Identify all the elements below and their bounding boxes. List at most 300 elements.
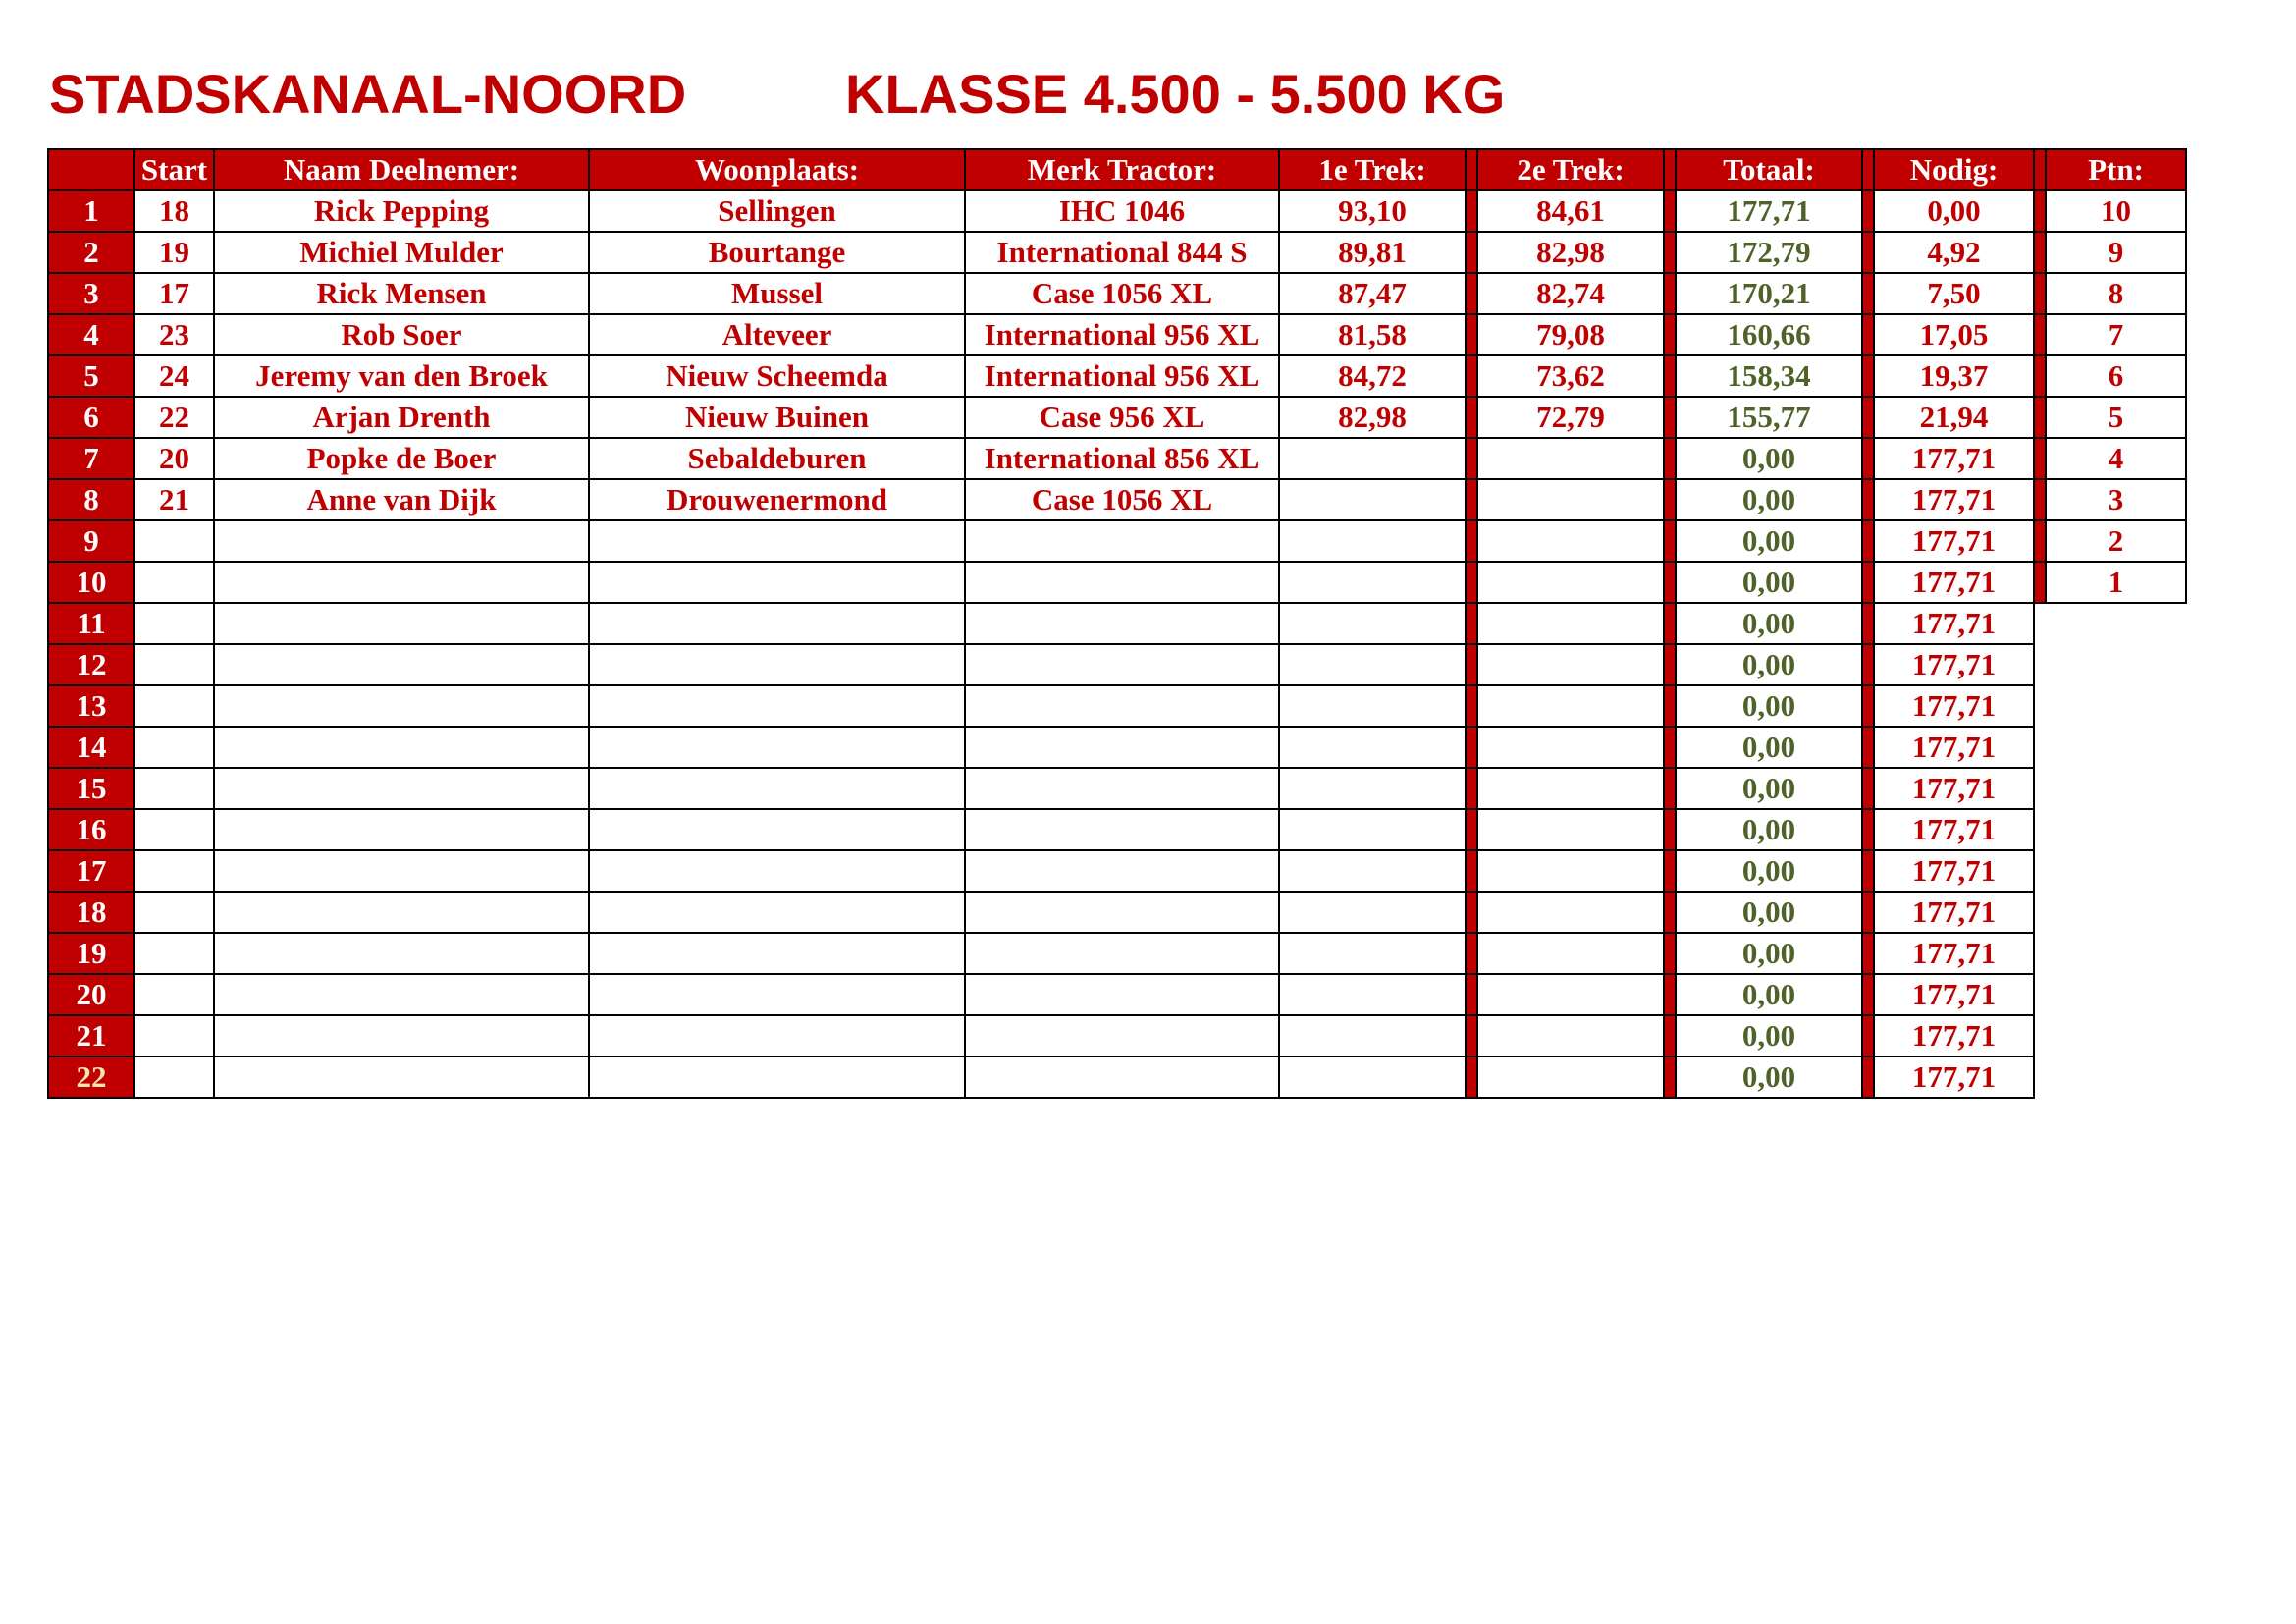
cell-rank: 3 — [48, 273, 134, 314]
column-separator — [2034, 273, 2046, 314]
cell-pull2 — [1477, 850, 1664, 892]
cell-place: Sebaldeburen — [589, 438, 965, 479]
column-separator — [1862, 727, 1874, 768]
column-separator — [1664, 438, 1676, 479]
cell-start — [134, 727, 214, 768]
cell-pull1 — [1279, 809, 1466, 850]
column-separator — [1466, 685, 1477, 727]
table-row — [48, 685, 2186, 727]
cell-start — [134, 562, 214, 603]
cell-pull1: 89,81 — [1279, 232, 1466, 273]
column-separator — [1466, 520, 1477, 562]
cell-start — [134, 892, 214, 933]
cell-pull2 — [1477, 933, 1664, 974]
column-separator — [2034, 768, 2046, 809]
cell-pull1: 87,47 — [1279, 273, 1466, 314]
cell-pull2 — [1477, 809, 1664, 850]
cell-start: 17 — [134, 273, 214, 314]
column-separator — [2034, 892, 2046, 933]
column-separator — [1664, 685, 1676, 727]
cell-start — [134, 850, 214, 892]
column-separator — [1466, 562, 1477, 603]
cell-rank: 9 — [48, 520, 134, 562]
header-pull2: 2e Trek: — [1477, 149, 1664, 190]
column-separator — [2034, 850, 2046, 892]
cell-start — [134, 685, 214, 727]
column-separator — [2034, 190, 2046, 232]
column-separator — [2034, 1056, 2046, 1098]
cell-name — [214, 768, 589, 809]
cell-total: 158,34 — [1676, 355, 1862, 397]
cell-start: 20 — [134, 438, 214, 479]
table-row — [48, 520, 2186, 562]
column-separator — [1862, 1056, 1874, 1098]
column-separator — [2034, 562, 2046, 603]
table-row — [48, 397, 2186, 438]
cell-pull2: 82,74 — [1477, 273, 1664, 314]
cell-tractor — [965, 727, 1279, 768]
column-separator — [1466, 438, 1477, 479]
cell-points — [2046, 603, 2186, 644]
cell-pull1 — [1279, 685, 1466, 727]
cell-total: 160,66 — [1676, 314, 1862, 355]
cell-needed: 177,71 — [1874, 562, 2034, 603]
column-separator — [1664, 314, 1676, 355]
cell-pull2 — [1477, 685, 1664, 727]
cell-total: 0,00 — [1676, 892, 1862, 933]
column-separator — [1862, 809, 1874, 850]
column-separator — [1862, 974, 1874, 1015]
column-separator — [1862, 850, 1874, 892]
header-total: Totaal: — [1676, 149, 1862, 190]
cell-pull1 — [1279, 768, 1466, 809]
cell-rank: 10 — [48, 562, 134, 603]
cell-tractor: Case 1056 XL — [965, 479, 1279, 520]
cell-pull1 — [1279, 727, 1466, 768]
cell-needed: 0,00 — [1874, 190, 2034, 232]
table-row — [48, 355, 2186, 397]
cell-pull1 — [1279, 644, 1466, 685]
cell-total: 0,00 — [1676, 479, 1862, 520]
table-row — [48, 603, 2186, 644]
column-separator — [1466, 314, 1477, 355]
column-separator — [2034, 314, 2046, 355]
cell-pull1 — [1279, 850, 1466, 892]
column-separator — [1466, 397, 1477, 438]
cell-pull2 — [1477, 892, 1664, 933]
column-separator — [1862, 149, 1874, 190]
table-row — [48, 232, 2186, 273]
cell-name — [214, 1015, 589, 1056]
cell-points — [2046, 974, 2186, 1015]
cell-rank: 14 — [48, 727, 134, 768]
cell-pull1 — [1279, 933, 1466, 974]
cell-place — [589, 850, 965, 892]
column-separator — [1466, 809, 1477, 850]
cell-start: 24 — [134, 355, 214, 397]
cell-points — [2046, 809, 2186, 850]
column-separator — [2034, 644, 2046, 685]
cell-needed: 4,92 — [1874, 232, 2034, 273]
cell-place — [589, 520, 965, 562]
cell-pull1 — [1279, 520, 1466, 562]
cell-points: 3 — [2046, 479, 2186, 520]
column-separator — [1466, 727, 1477, 768]
cell-pull1 — [1279, 892, 1466, 933]
class-title: KLASSE 4.500 - 5.500 KG — [845, 63, 1506, 125]
cell-points — [2046, 768, 2186, 809]
cell-place — [589, 1015, 965, 1056]
cell-points — [2046, 685, 2186, 727]
table-row — [48, 190, 2186, 232]
column-separator — [1466, 232, 1477, 273]
column-separator — [2034, 603, 2046, 644]
cell-place: Sellingen — [589, 190, 965, 232]
column-separator — [1664, 768, 1676, 809]
column-separator — [2034, 809, 2046, 850]
cell-tractor: Case 956 XL — [965, 397, 1279, 438]
cell-total: 0,00 — [1676, 685, 1862, 727]
column-separator — [1862, 232, 1874, 273]
cell-tractor: International 956 XL — [965, 314, 1279, 355]
cell-rank: 13 — [48, 685, 134, 727]
cell-rank: 16 — [48, 809, 134, 850]
column-separator — [1862, 438, 1874, 479]
column-separator — [1664, 809, 1676, 850]
cell-place — [589, 727, 965, 768]
cell-needed: 177,71 — [1874, 685, 2034, 727]
column-separator — [1664, 1015, 1676, 1056]
cell-name — [214, 727, 589, 768]
column-separator — [1466, 355, 1477, 397]
cell-rank: 5 — [48, 355, 134, 397]
cell-rank: 19 — [48, 933, 134, 974]
column-separator — [1466, 603, 1477, 644]
column-separator — [1664, 933, 1676, 974]
cell-total: 0,00 — [1676, 974, 1862, 1015]
cell-pull2 — [1477, 520, 1664, 562]
cell-name — [214, 520, 589, 562]
column-separator — [1862, 273, 1874, 314]
column-separator — [1466, 1015, 1477, 1056]
cell-needed: 21,94 — [1874, 397, 2034, 438]
header-needed: Nodig: — [1874, 149, 2034, 190]
cell-rank: 8 — [48, 479, 134, 520]
cell-pull1 — [1279, 603, 1466, 644]
cell-needed: 177,71 — [1874, 809, 2034, 850]
table-row — [48, 850, 2186, 892]
table-row — [48, 314, 2186, 355]
cell-rank: 21 — [48, 1015, 134, 1056]
column-separator — [1664, 520, 1676, 562]
column-separator — [1862, 190, 1874, 232]
column-separator — [1862, 933, 1874, 974]
column-separator — [1664, 644, 1676, 685]
cell-total: 177,71 — [1676, 190, 1862, 232]
cell-place — [589, 974, 965, 1015]
cell-pull2 — [1477, 974, 1664, 1015]
column-separator — [1466, 768, 1477, 809]
table-row — [48, 768, 2186, 809]
column-separator — [1664, 355, 1676, 397]
cell-start — [134, 1056, 214, 1098]
cell-needed: 177,71 — [1874, 520, 2034, 562]
cell-name — [214, 974, 589, 1015]
cell-total: 0,00 — [1676, 1015, 1862, 1056]
cell-pull2: 79,08 — [1477, 314, 1664, 355]
cell-points: 1 — [2046, 562, 2186, 603]
column-separator — [1466, 933, 1477, 974]
column-separator — [1862, 479, 1874, 520]
cell-pull2 — [1477, 1056, 1664, 1098]
cell-points — [2046, 892, 2186, 933]
cell-start — [134, 974, 214, 1015]
cell-tractor: International 844 S — [965, 232, 1279, 273]
cell-needed: 177,71 — [1874, 768, 2034, 809]
cell-total: 0,00 — [1676, 1056, 1862, 1098]
cell-tractor — [965, 1056, 1279, 1098]
column-separator — [1862, 1015, 1874, 1056]
cell-tractor — [965, 603, 1279, 644]
cell-total: 155,77 — [1676, 397, 1862, 438]
cell-name — [214, 603, 589, 644]
results-table — [47, 148, 2187, 1099]
cell-total: 0,00 — [1676, 727, 1862, 768]
cell-tractor: International 956 XL — [965, 355, 1279, 397]
cell-start — [134, 933, 214, 974]
cell-tractor — [965, 850, 1279, 892]
cell-rank: 6 — [48, 397, 134, 438]
cell-name — [214, 1056, 589, 1098]
cell-name — [214, 685, 589, 727]
cell-total: 0,00 — [1676, 520, 1862, 562]
cell-place: Alteveer — [589, 314, 965, 355]
cell-tractor: International 856 XL — [965, 438, 1279, 479]
column-separator — [1664, 397, 1676, 438]
cell-start — [134, 809, 214, 850]
cell-total: 0,00 — [1676, 768, 1862, 809]
cell-needed: 177,71 — [1874, 933, 2034, 974]
cell-rank: 18 — [48, 892, 134, 933]
cell-rank: 2 — [48, 232, 134, 273]
column-separator — [1862, 397, 1874, 438]
column-separator — [2034, 933, 2046, 974]
column-separator — [1862, 644, 1874, 685]
header-tractor: Merk Tractor: — [965, 149, 1279, 190]
column-separator — [2034, 974, 2046, 1015]
header-pull1: 1e Trek: — [1279, 149, 1466, 190]
column-separator — [2034, 438, 2046, 479]
header-name: Naam Deelnemer: — [214, 149, 589, 190]
cell-pull2 — [1477, 479, 1664, 520]
table-row — [48, 933, 2186, 974]
column-separator — [1466, 479, 1477, 520]
cell-points — [2046, 727, 2186, 768]
cell-place — [589, 1056, 965, 1098]
table-row — [48, 438, 2186, 479]
cell-tractor — [965, 644, 1279, 685]
column-separator — [2034, 479, 2046, 520]
cell-start: 22 — [134, 397, 214, 438]
cell-start — [134, 520, 214, 562]
cell-needed: 177,71 — [1874, 603, 2034, 644]
cell-total: 172,79 — [1676, 232, 1862, 273]
cell-pull2 — [1477, 1015, 1664, 1056]
cell-points: 7 — [2046, 314, 2186, 355]
cell-place: Drouwenermond — [589, 479, 965, 520]
cell-points: 5 — [2046, 397, 2186, 438]
cell-place — [589, 892, 965, 933]
cell-pull1 — [1279, 1056, 1466, 1098]
column-separator — [1466, 974, 1477, 1015]
cell-points — [2046, 644, 2186, 685]
cell-needed: 17,05 — [1874, 314, 2034, 355]
cell-points: 9 — [2046, 232, 2186, 273]
cell-start — [134, 768, 214, 809]
cell-pull1 — [1279, 974, 1466, 1015]
cell-pull2 — [1477, 727, 1664, 768]
cell-needed: 177,71 — [1874, 644, 2034, 685]
cell-pull2: 82,98 — [1477, 232, 1664, 273]
cell-pull1 — [1279, 479, 1466, 520]
location-title: STADSKANAAL-NOORD — [49, 63, 687, 125]
cell-name: Rick Pepping — [214, 190, 589, 232]
cell-pull2 — [1477, 562, 1664, 603]
column-separator — [1664, 850, 1676, 892]
cell-points — [2046, 850, 2186, 892]
table-row — [48, 892, 2186, 933]
cell-pull1: 82,98 — [1279, 397, 1466, 438]
table-row — [48, 273, 2186, 314]
cell-needed: 177,71 — [1874, 438, 2034, 479]
cell-pull1: 93,10 — [1279, 190, 1466, 232]
cell-needed: 177,71 — [1874, 479, 2034, 520]
column-separator — [1466, 1056, 1477, 1098]
column-separator — [1664, 892, 1676, 933]
cell-start: 18 — [134, 190, 214, 232]
table-row — [48, 809, 2186, 850]
cell-place: Nieuw Scheemda — [589, 355, 965, 397]
column-separator — [1862, 562, 1874, 603]
cell-place: Bourtange — [589, 232, 965, 273]
cell-place: Mussel — [589, 273, 965, 314]
header-place: Woonplaats: — [589, 149, 965, 190]
cell-needed: 177,71 — [1874, 727, 2034, 768]
cell-pull2: 84,61 — [1477, 190, 1664, 232]
column-separator — [2034, 520, 2046, 562]
column-separator — [1664, 727, 1676, 768]
cell-place: Nieuw Buinen — [589, 397, 965, 438]
header-points: Ptn: — [2046, 149, 2186, 190]
table-row — [48, 727, 2186, 768]
column-separator — [1664, 479, 1676, 520]
column-separator — [1664, 1056, 1676, 1098]
cell-start: 23 — [134, 314, 214, 355]
cell-tractor — [965, 892, 1279, 933]
cell-pull2: 73,62 — [1477, 355, 1664, 397]
cell-points: 2 — [2046, 520, 2186, 562]
cell-tractor — [965, 562, 1279, 603]
cell-name — [214, 933, 589, 974]
column-separator — [1664, 562, 1676, 603]
cell-total: 0,00 — [1676, 933, 1862, 974]
cell-pull1: 81,58 — [1279, 314, 1466, 355]
cell-pull1 — [1279, 562, 1466, 603]
cell-needed: 177,71 — [1874, 1015, 2034, 1056]
cell-rank: 20 — [48, 974, 134, 1015]
cell-place — [589, 644, 965, 685]
column-separator — [1466, 149, 1477, 190]
column-separator — [1862, 892, 1874, 933]
cell-name: Rick Mensen — [214, 273, 589, 314]
cell-rank: 11 — [48, 603, 134, 644]
cell-name — [214, 562, 589, 603]
cell-needed: 7,50 — [1874, 273, 2034, 314]
cell-tractor: Case 1056 XL — [965, 273, 1279, 314]
column-separator — [1664, 190, 1676, 232]
cell-start — [134, 644, 214, 685]
cell-total: 0,00 — [1676, 562, 1862, 603]
cell-rank: 22 — [48, 1056, 134, 1098]
cell-rank: 4 — [48, 314, 134, 355]
cell-place — [589, 562, 965, 603]
cell-points — [2046, 1015, 2186, 1056]
column-separator — [1664, 232, 1676, 273]
cell-total: 170,21 — [1676, 273, 1862, 314]
column-separator — [2034, 685, 2046, 727]
cell-pull2 — [1477, 768, 1664, 809]
cell-tractor — [965, 933, 1279, 974]
cell-rank: 12 — [48, 644, 134, 685]
cell-tractor: IHC 1046 — [965, 190, 1279, 232]
header-rank — [48, 149, 134, 190]
cell-needed: 177,71 — [1874, 892, 2034, 933]
cell-needed: 19,37 — [1874, 355, 2034, 397]
cell-rank: 15 — [48, 768, 134, 809]
column-separator — [1862, 768, 1874, 809]
column-separator — [1862, 314, 1874, 355]
cell-rank: 17 — [48, 850, 134, 892]
column-separator — [1466, 644, 1477, 685]
column-separator — [1862, 685, 1874, 727]
cell-rank: 7 — [48, 438, 134, 479]
cell-total: 0,00 — [1676, 438, 1862, 479]
header-row — [48, 149, 2186, 190]
cell-tractor — [965, 1015, 1279, 1056]
column-separator — [2034, 727, 2046, 768]
cell-name: Anne van Dijk — [214, 479, 589, 520]
cell-tractor — [965, 685, 1279, 727]
column-separator — [1466, 850, 1477, 892]
cell-place — [589, 685, 965, 727]
column-separator — [1664, 974, 1676, 1015]
column-separator — [2034, 1015, 2046, 1056]
table-row — [48, 479, 2186, 520]
cell-pull1 — [1279, 438, 1466, 479]
table-row — [48, 1015, 2186, 1056]
cell-total: 0,00 — [1676, 850, 1862, 892]
table-row — [48, 974, 2186, 1015]
cell-place — [589, 933, 965, 974]
table-row — [48, 1056, 2186, 1098]
cell-place — [589, 768, 965, 809]
table-row — [48, 562, 2186, 603]
cell-needed: 177,71 — [1874, 974, 2034, 1015]
cell-name: Jeremy van den Broek — [214, 355, 589, 397]
cell-start: 21 — [134, 479, 214, 520]
cell-tractor — [965, 974, 1279, 1015]
cell-tractor — [965, 520, 1279, 562]
